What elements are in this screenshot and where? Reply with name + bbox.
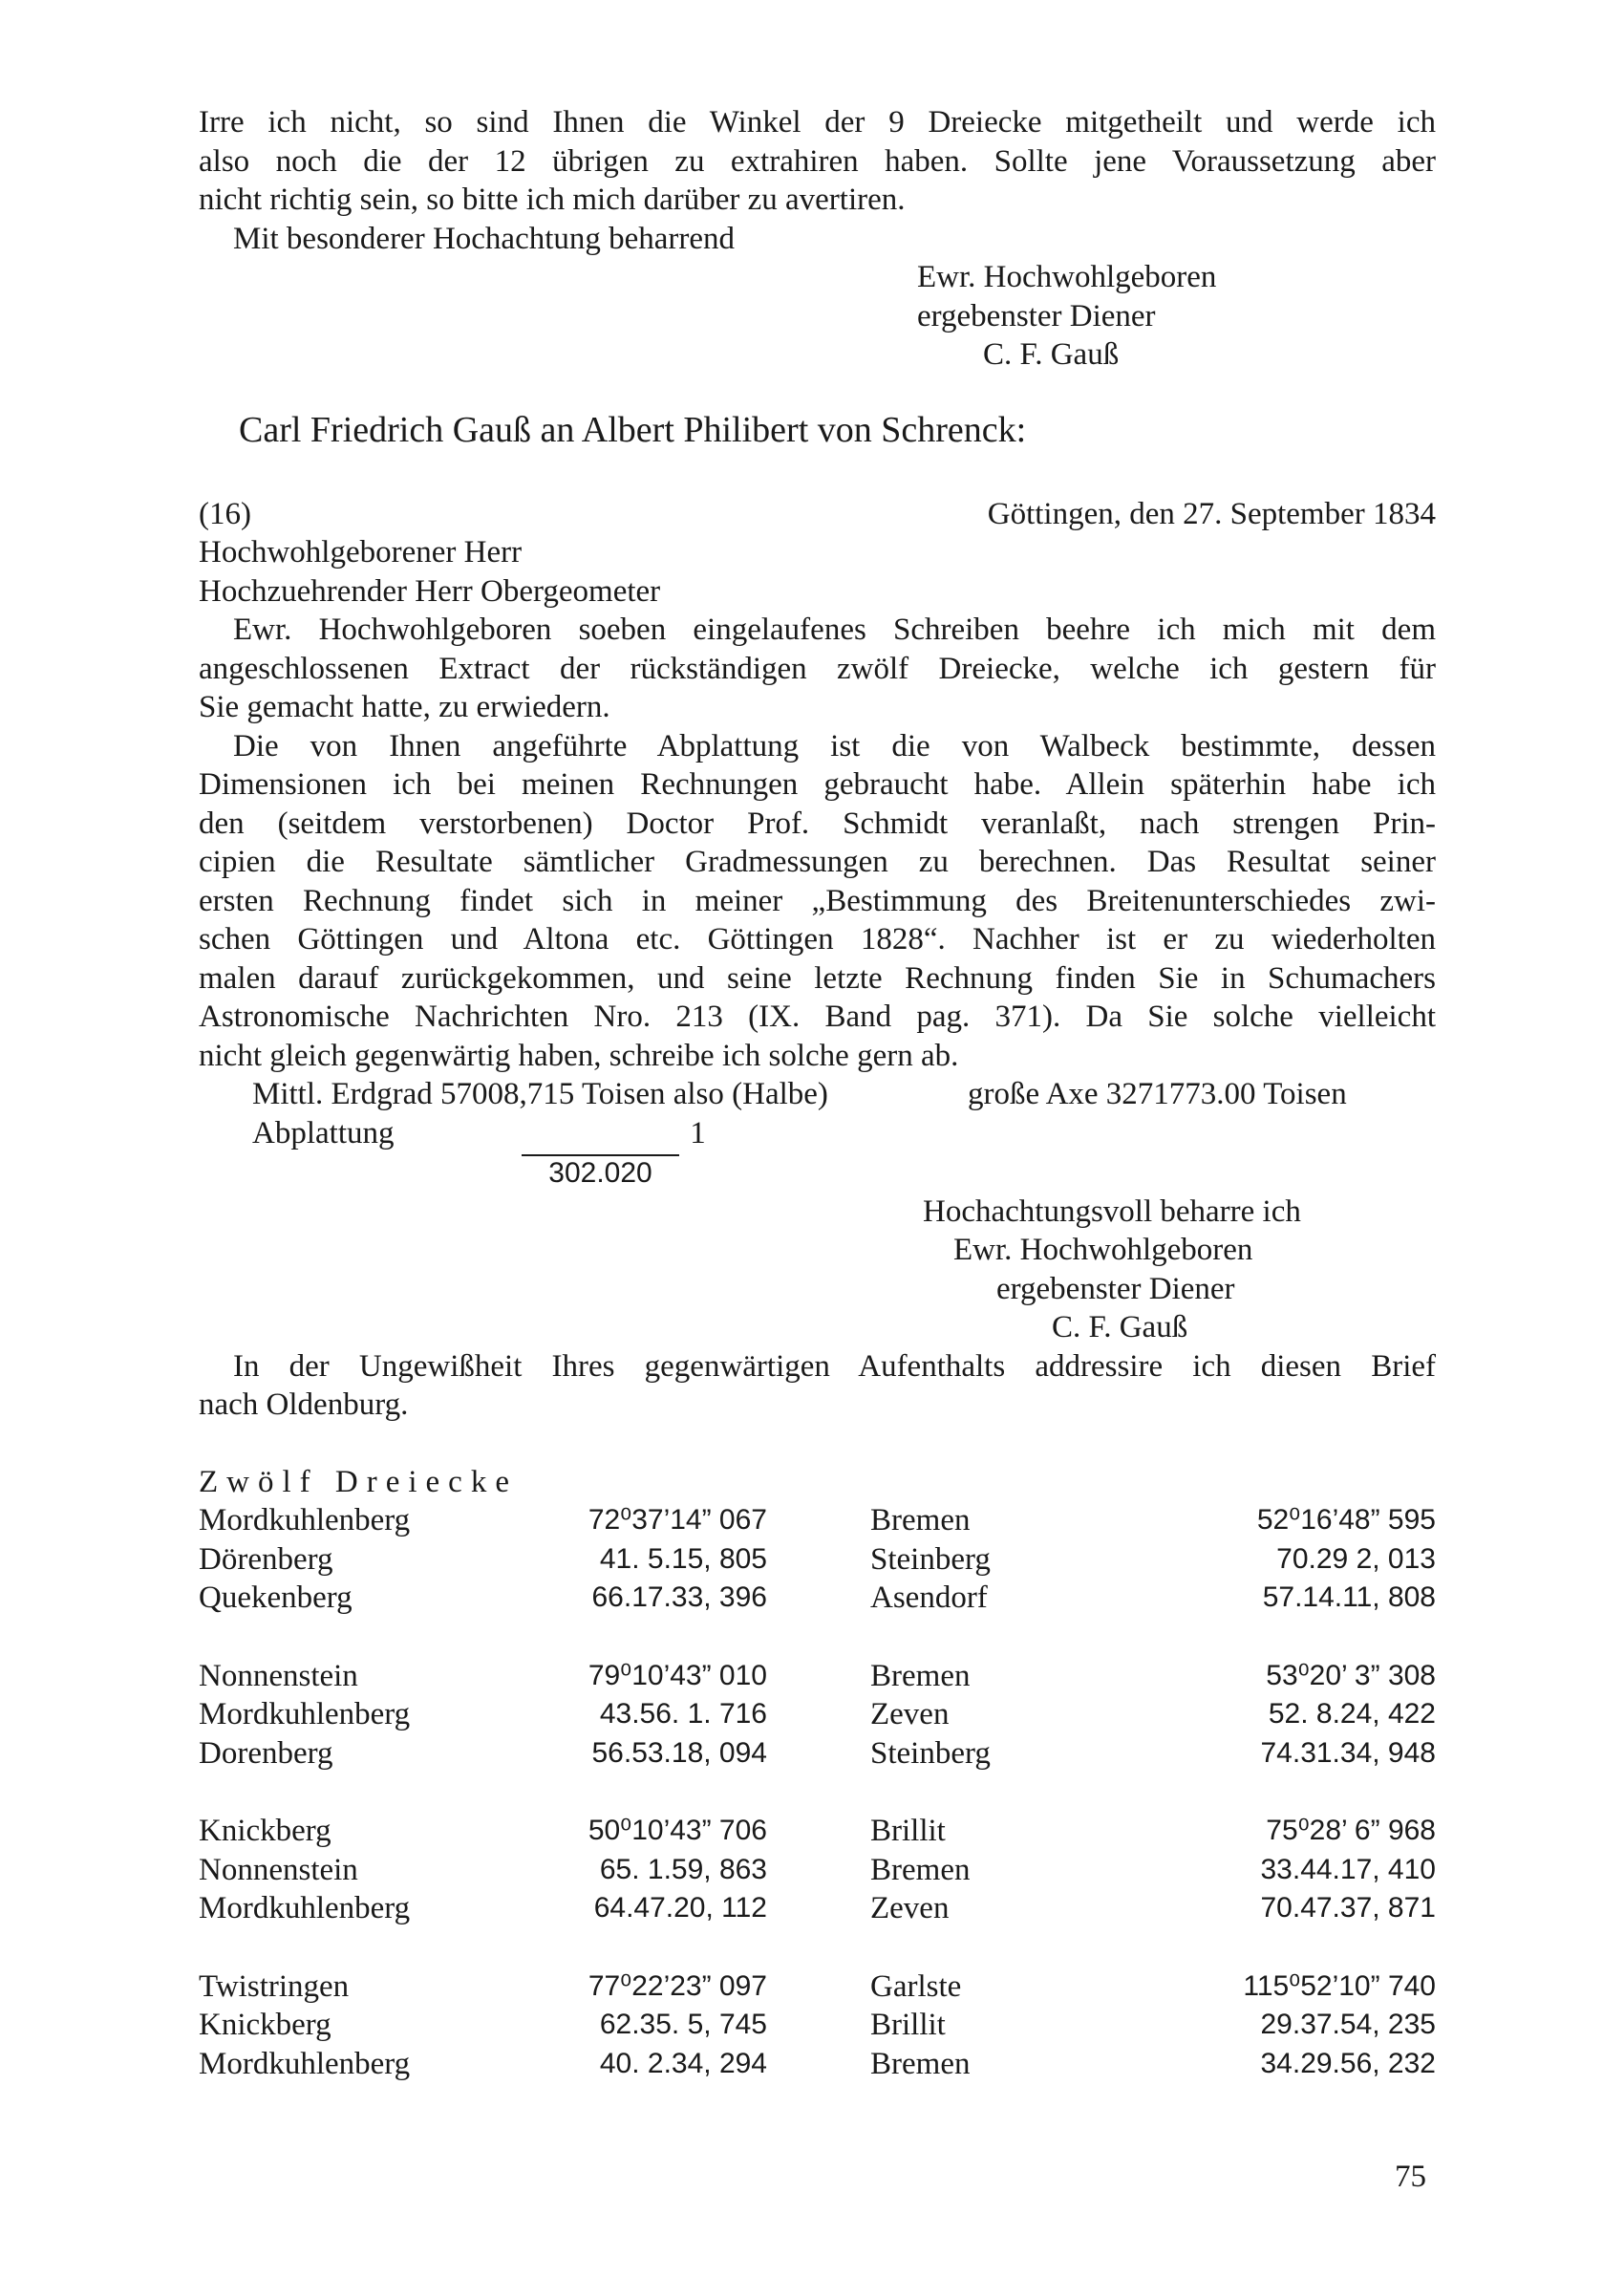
angle-value: 70.29 2, 013 [1276, 1542, 1436, 1575]
angle-value: 33.44.17, 410 [1260, 1853, 1436, 1885]
station-name: Brillit [870, 1814, 946, 1848]
table-row [199, 1851, 1436, 1890]
station-name: Mordkuhlenberg [199, 1697, 411, 1731]
page-number: 75 [1395, 2160, 1426, 2194]
station-name: Zeven [870, 1891, 950, 1925]
formula-part-1: Mittl. Erdgrad 57008,715 Toisen also (Halbe) [252, 1077, 828, 1111]
table-row [199, 1695, 1436, 1734]
formula-part-2: große Axe 3271773.00 Toisen [968, 1077, 1347, 1111]
table-row [199, 1734, 1436, 1774]
fraction-denominator: 302.020 [548, 1156, 652, 1189]
station-name: Brillit [870, 2008, 946, 2042]
table-row [199, 1501, 1436, 1540]
table-row [199, 1889, 1436, 1928]
table-row [199, 1579, 1436, 1618]
angle-value: 72⁰37’14” 067 [588, 1504, 767, 1536]
station-name: Steinberg [870, 1541, 991, 1577]
letter-heading: Carl Friedrich Gauß an Albert Philibert von Schrenck: [239, 409, 1027, 450]
body-text-line: schen Göttingen und Altona etc. Göttingen 1828“. Nachher ist er zu wiederholten [199, 922, 1436, 957]
letter-number: (16) [199, 496, 251, 531]
angle-value: 77⁰22’23” 097 [588, 1969, 767, 2002]
angle-value: 79⁰10’43” 010 [588, 1659, 767, 1691]
body-text-line: Astronomische Nachrichten Nro. 213 (IX. Band pag. 371). Da Sie solche vielleicht [199, 1000, 1436, 1034]
body-text-line: ersten Rechnung findet sich in meiner „Bestimmung des Breitenunterschiedes zwi- [199, 883, 1436, 918]
body-text-line: Irre ich nicht, so sind Ihnen die Winkel der 9 Dreiecke mitgetheilt und werde ich [199, 105, 1436, 140]
formula-line [199, 1075, 1436, 1114]
station-name: Mordkuhlenberg [199, 2046, 411, 2081]
body-text-line: angeschlossenen Extract der rückständigen zwölf Dreiecke, welche ich gestern für [199, 651, 1436, 686]
angle-value: 43.56. 1. 716 [599, 1698, 767, 1730]
abplattung-fraction [199, 1114, 1436, 1193]
angle-value: 64.47.20, 112 [593, 1892, 767, 1924]
station-name: Steinberg [870, 1735, 991, 1771]
triangle-group [199, 1967, 1436, 2084]
table-row [199, 1967, 1436, 2007]
station-name: Mordkuhlenberg [199, 1503, 411, 1537]
body-text-line: Mit besonderer Hochachtung beharrend [233, 221, 736, 256]
closing-line: Hochachtungsvoll beharre ich [923, 1193, 1301, 1229]
station-name: Bremen [870, 2046, 971, 2081]
table-row [199, 1657, 1436, 1696]
angle-value: 74.31.34, 948 [1260, 1736, 1436, 1769]
triangle-table [199, 1501, 1436, 2083]
angle-value: 29.37.54, 235 [1260, 2009, 1436, 2040]
angle-value: 115⁰52’10” 740 [1243, 1969, 1436, 2002]
station-name: Zeven [870, 1697, 950, 1731]
station-name: Dorenberg [199, 1735, 333, 1771]
angle-value: 50⁰10’43” 706 [588, 1815, 767, 1846]
table-row [199, 2045, 1436, 2084]
letter-header [199, 495, 1436, 534]
station-name: Bremen [870, 1503, 971, 1537]
closing-line: ergebenster Diener [996, 1271, 1235, 1306]
station-name: Twistringen [199, 1968, 350, 2004]
angle-value: 34.29.56, 232 [1260, 2047, 1436, 2079]
closing-block [199, 1193, 1436, 1347]
body-text-line: nicht richtig sein, so bitte ich mich darüber zu avertiren. [199, 183, 906, 217]
station-name: Nonnenstein [199, 1658, 358, 1693]
angle-value: 40. 2.34, 294 [599, 2047, 767, 2079]
body-text-line: den (seitdem verstorbenen) Doctor Prof. Schmidt veranlaßt, nach strengen Prin- [199, 806, 1436, 841]
triangle-group [199, 1812, 1436, 1928]
closing-line: Ewr. Hochwohlgeboren [953, 1233, 1253, 1267]
signature-name: C. F. Gauß [1052, 1310, 1188, 1344]
body-text-line: Ewr. Hochwohlgeboren soeben eingelaufenes Schreiben beehre ich mich mit dem [233, 613, 1436, 647]
closing-line: ergebenster Diener [917, 298, 1156, 333]
body-text-line: cipien die Resultate sämtlicher Gradmessungen zu berechnen. Das Resultat seiner [199, 845, 1436, 879]
angle-value: 41. 5.15, 805 [599, 1542, 767, 1575]
closing-line: Ewr. Hochwohlgeboren [917, 260, 1217, 294]
station-name: Mordkuhlenberg [199, 1891, 411, 1925]
body-text-line: Dimensionen ich bei meinen Rechnungen gebraucht habe. Allein späterhin habe ich [199, 767, 1436, 802]
triangle-group [199, 1501, 1436, 1618]
table-row [199, 1540, 1436, 1580]
station-name: Knickberg [199, 1814, 331, 1848]
station-name: Nonnenstein [199, 1852, 358, 1887]
table-row [199, 1812, 1436, 1851]
station-name: Quekenberg [199, 1580, 353, 1615]
table-title: Zwölf Dreiecke [199, 1464, 518, 1499]
postscript-line: nach Oldenburg. [199, 1387, 409, 1422]
fraction-numerator: 1 [690, 1115, 706, 1150]
body-text-line: also noch die der 12 übrigen zu extrahiren haben. Sollte jene Voraussetzung aber [199, 143, 1436, 179]
salutation-line: Hochwohlgeborener Herr [199, 535, 523, 570]
document-page [199, 103, 1436, 2122]
angle-value: 52. 8.24, 422 [1268, 1698, 1436, 1730]
station-name: Garlste [870, 1968, 962, 2004]
body-text-line: Die von Ihnen angeführte Abplattung ist die von Walbeck bestimmte, dessen [233, 728, 1436, 763]
station-name: Bremen [870, 1658, 971, 1693]
angle-value: 70.47.37, 871 [1260, 1892, 1436, 1924]
triangle-group [199, 1657, 1436, 1774]
angle-value: 53⁰20’ 3” 308 [1266, 1659, 1436, 1691]
table-row [199, 2006, 1436, 2045]
station-name: Asendorf [870, 1580, 988, 1615]
letter-place-date: Göttingen, den 27. September 1834 [987, 496, 1436, 531]
angle-value: 65. 1.59, 863 [599, 1853, 767, 1885]
angle-value: 52⁰16’48” 595 [1256, 1504, 1436, 1536]
angle-value: 57.14.11, 808 [1262, 1581, 1436, 1613]
angle-value: 56.53.18, 094 [591, 1736, 767, 1769]
station-name: Bremen [870, 1852, 971, 1887]
body-text-line: Sie gemacht hatte, zu erwiedern. [199, 690, 610, 724]
salutation-line: Hochzuehrender Herr Obergeometer [199, 573, 661, 609]
angle-value: 75⁰28’ 6” 968 [1266, 1815, 1436, 1846]
body-text-line: malen darauf zurückgekommen, und seine letzte Rechnung finden Sie in Schumachers [199, 960, 1436, 996]
station-name: Dörenberg [199, 1541, 333, 1577]
angle-value: 62.35. 5, 745 [599, 2009, 767, 2040]
signature-name: C. F. Gauß [983, 337, 1120, 372]
body-text-line: nicht gleich gegenwärtig haben, schreibe ich solche gern ab. [199, 1038, 959, 1073]
fraction-label: Abplattung [252, 1115, 395, 1150]
station-name: Knickberg [199, 2008, 331, 2042]
angle-value: 66.17.33, 396 [591, 1581, 767, 1613]
postscript-line: In der Ungewißheit Ihres gegenwärtigen Aufenthalts addressire ich diesen Brief [233, 1348, 1436, 1384]
